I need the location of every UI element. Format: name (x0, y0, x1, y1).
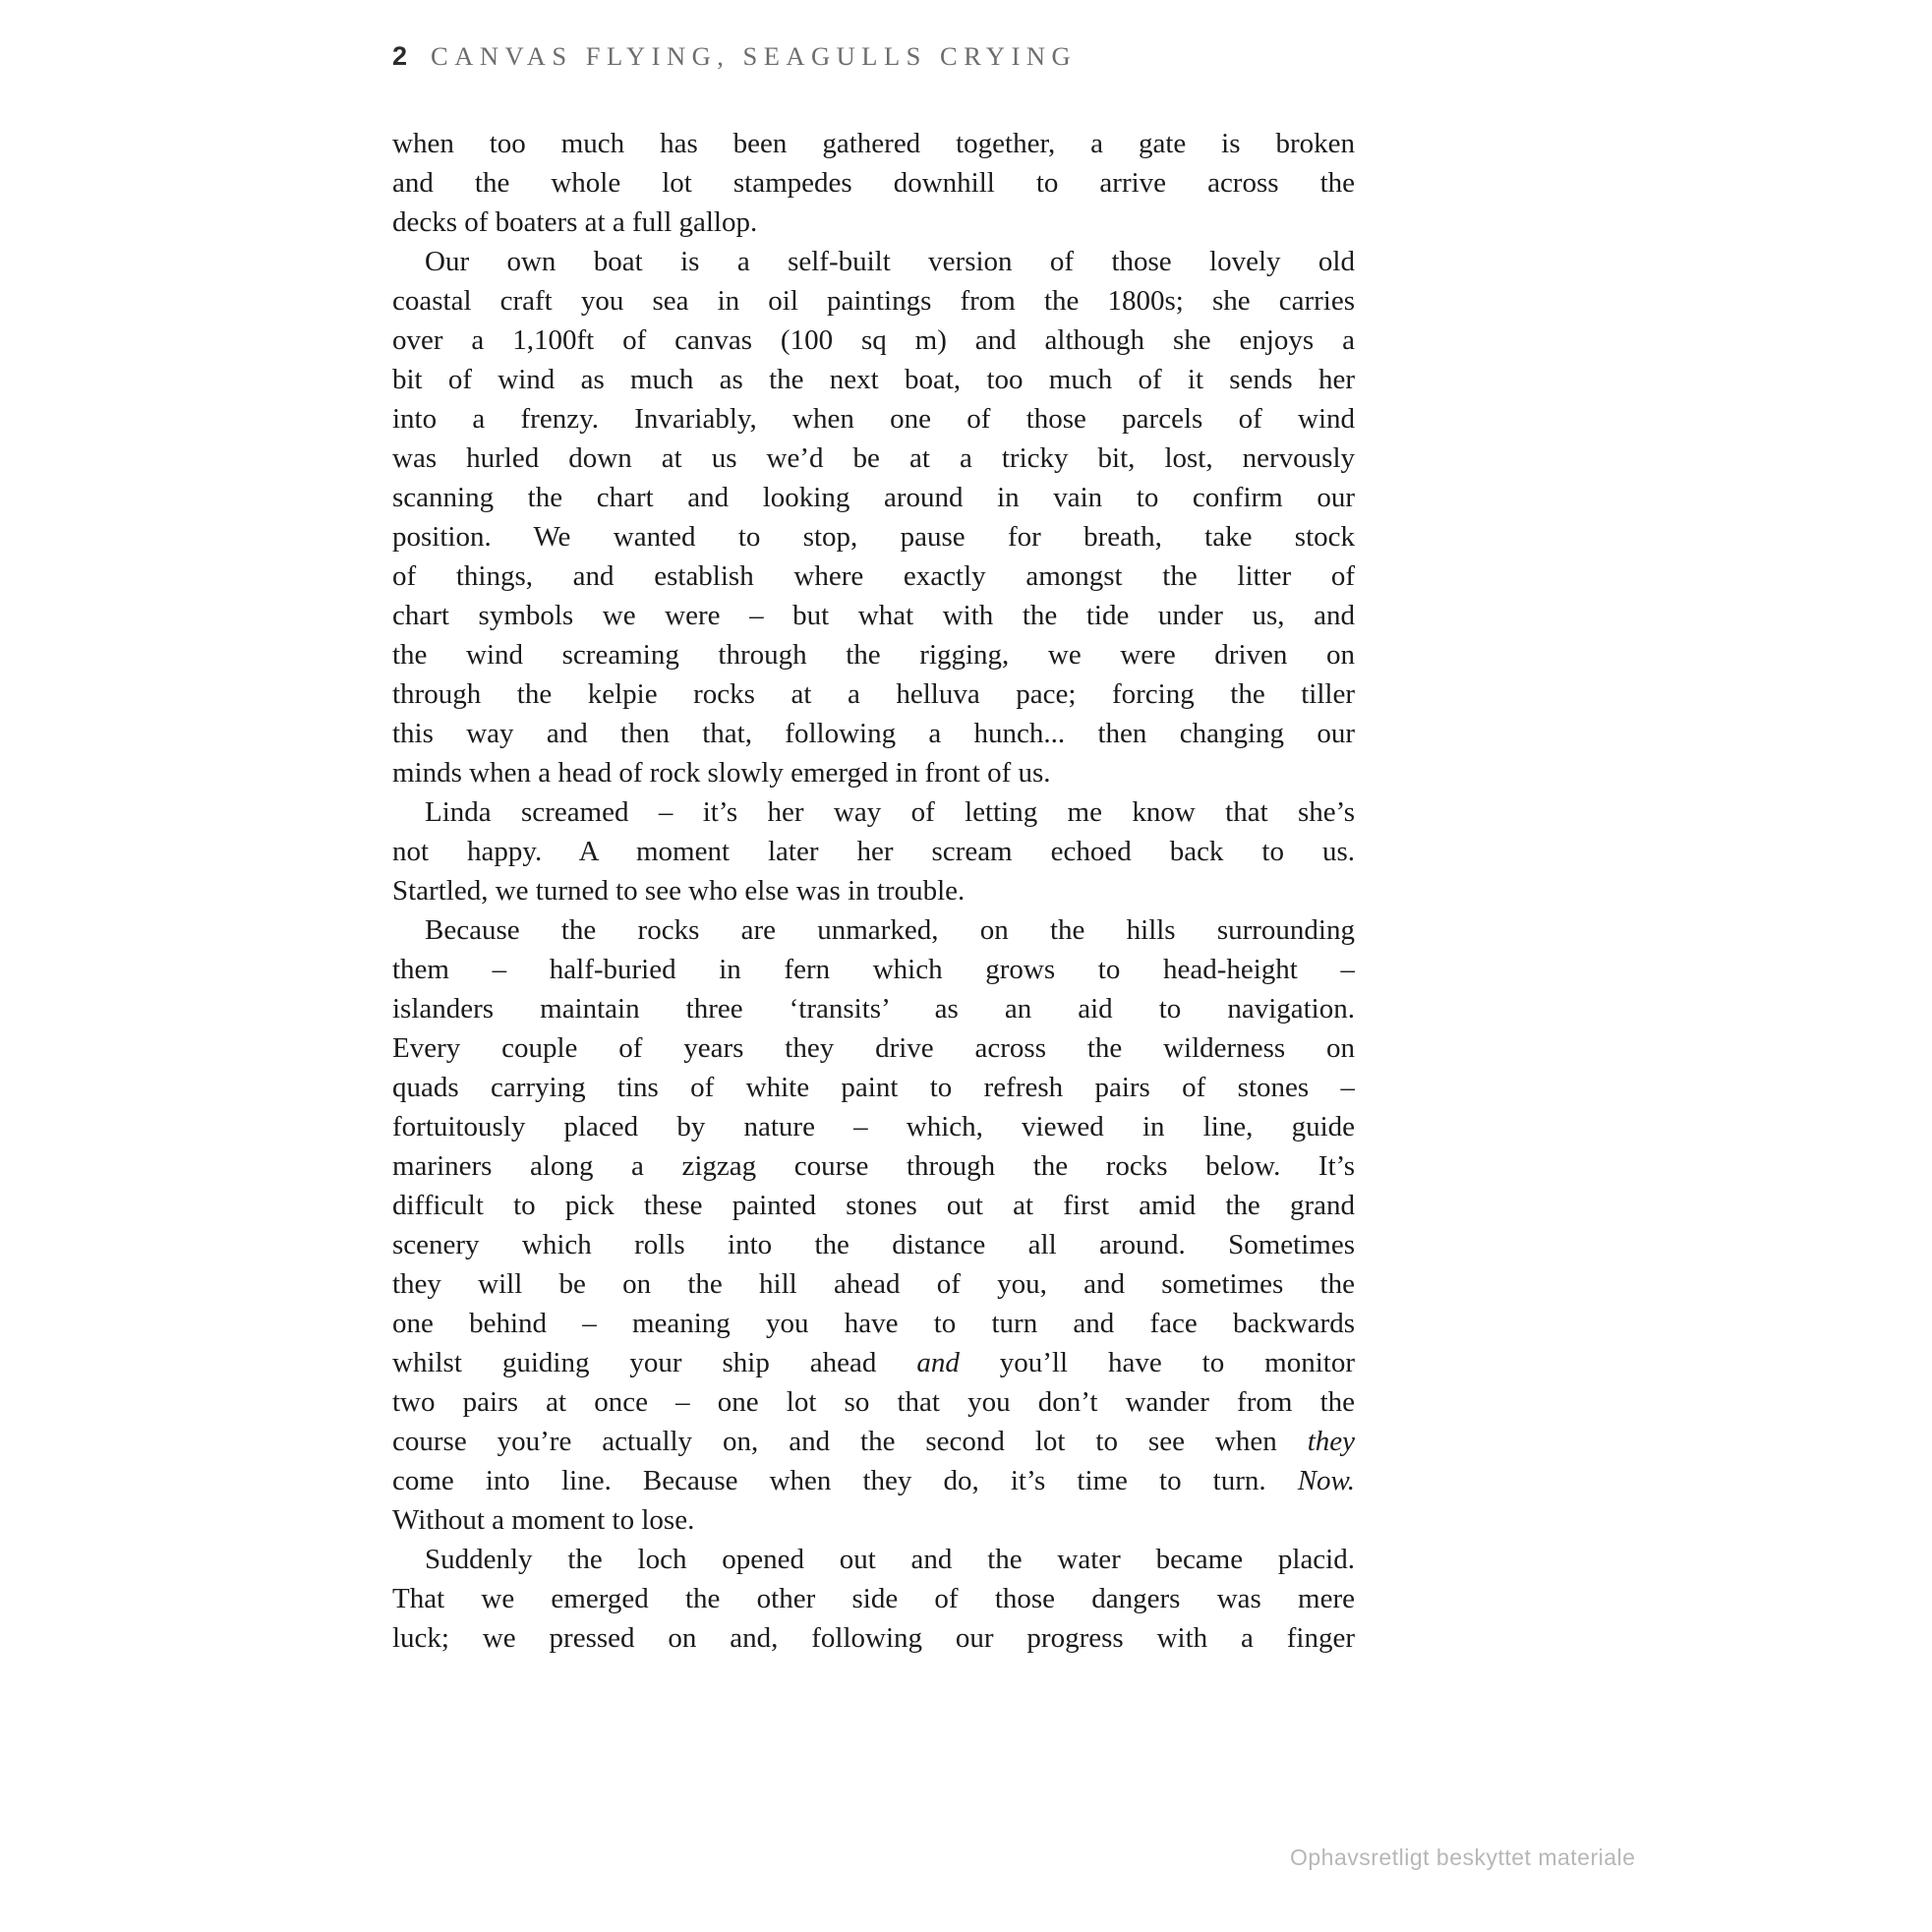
page-number: 2 (392, 41, 408, 71)
text-line: minds when a head of rock slowly emerged in front of us. (392, 757, 1051, 789)
text-line: chart symbols we were – but what with the tide under us, and (392, 600, 1355, 631)
text-line: and the whole lot stampedes downhill to arrive across the (392, 167, 1355, 199)
text-line: when too much has been gathered together, a gate is broken (392, 128, 1355, 159)
text-line: Every couple of years they drive across the wilderness on (392, 1032, 1355, 1064)
text-line: this way and then that, following a hunch... then changing our (392, 718, 1355, 749)
text-line: Without a moment to lose. (392, 1504, 695, 1536)
copyright-notice: Ophavsretligt beskyttet materiale (1290, 1844, 1636, 1870)
text-line: through the kelpie rocks at a helluva pace; forcing the tiller (392, 678, 1355, 710)
text-line: scenery which rolls into the distance all around. Sometimes (392, 1229, 1355, 1260)
paragraph (392, 910, 1355, 1540)
text-line: scanning the chart and looking around in vain to confirm our (392, 482, 1355, 513)
text-line: one behind – meaning you have to turn and face backwards (392, 1308, 1355, 1339)
text-line: they will be on the hill ahead of you, and sometimes the (392, 1268, 1355, 1300)
text-line: Suddenly the loch opened out and the water became placid. (425, 1544, 1355, 1575)
page-text (392, 124, 1355, 1658)
text-line: over a 1,100ft of canvas (100 sq m) and although she enjoys a (392, 324, 1355, 356)
text-line: quads carrying tins of white paint to refresh pairs of stones – (392, 1072, 1355, 1103)
text-line: Our own boat is a self-built version of those lovely old (425, 246, 1355, 277)
text-line: Startled, we turned to see who else was in trouble. (392, 875, 966, 907)
page-header (392, 41, 1474, 72)
text-line: Because the rocks are unmarked, on the hills surrounding (425, 914, 1355, 946)
paragraph (392, 792, 1355, 910)
text-line: not happy. A moment later her scream echoed back to us. (392, 836, 1355, 867)
text-line: them – half-buried in fern which grows to head-height – (392, 954, 1355, 985)
text-line: come into line. Because when they do, it’s time to turn. Now. (392, 1465, 1355, 1496)
text-line: whilst guiding your ship ahead and you’ll have to monitor (392, 1347, 1355, 1378)
text-line: decks of boaters at a full gallop. (392, 206, 758, 238)
text-line: islanders maintain three ‘transits’ as an aid to navigation. (392, 993, 1355, 1025)
paragraph (392, 242, 1355, 792)
text-line: was hurled down at us we’d be at a tricky bit, lost, nervously (392, 442, 1355, 474)
text-line: into a frenzy. Invariably, when one of those parcels of wind (392, 403, 1355, 435)
text-line: position. We wanted to stop, pause for breath, take stock (392, 521, 1355, 553)
text-line: the wind screaming through the rigging, we were driven on (392, 639, 1355, 671)
text-line: Linda screamed – it’s her way of letting me know that she’s (425, 796, 1355, 828)
text-line: bit of wind as much as the next boat, too much of it sends her (392, 364, 1355, 395)
text-line: mariners along a zigzag course through the rocks below. It’s (392, 1150, 1355, 1182)
text-line: difficult to pick these painted stones out at first amid the grand (392, 1190, 1355, 1221)
text-line: two pairs at once – one lot so that you don’t wander from the (392, 1386, 1355, 1418)
paragraph (392, 1540, 1355, 1658)
running-title: CANVAS FLYING, SEAGULLS CRYING (431, 41, 1078, 71)
text-line: coastal craft you sea in oil paintings from the 1800s; she carries (392, 285, 1355, 317)
text-line: fortuitously placed by nature – which, viewed in line, guide (392, 1111, 1355, 1142)
text-line: course you’re actually on, and the second lot to see when they (392, 1426, 1355, 1457)
text-line: That we emerged the other side of those dangers was mere (392, 1583, 1355, 1614)
text-line: of things, and establish where exactly amongst the litter of (392, 560, 1355, 592)
paragraph (392, 124, 1355, 242)
text-line: luck; we pressed on and, following our progress with a finger (392, 1622, 1355, 1654)
